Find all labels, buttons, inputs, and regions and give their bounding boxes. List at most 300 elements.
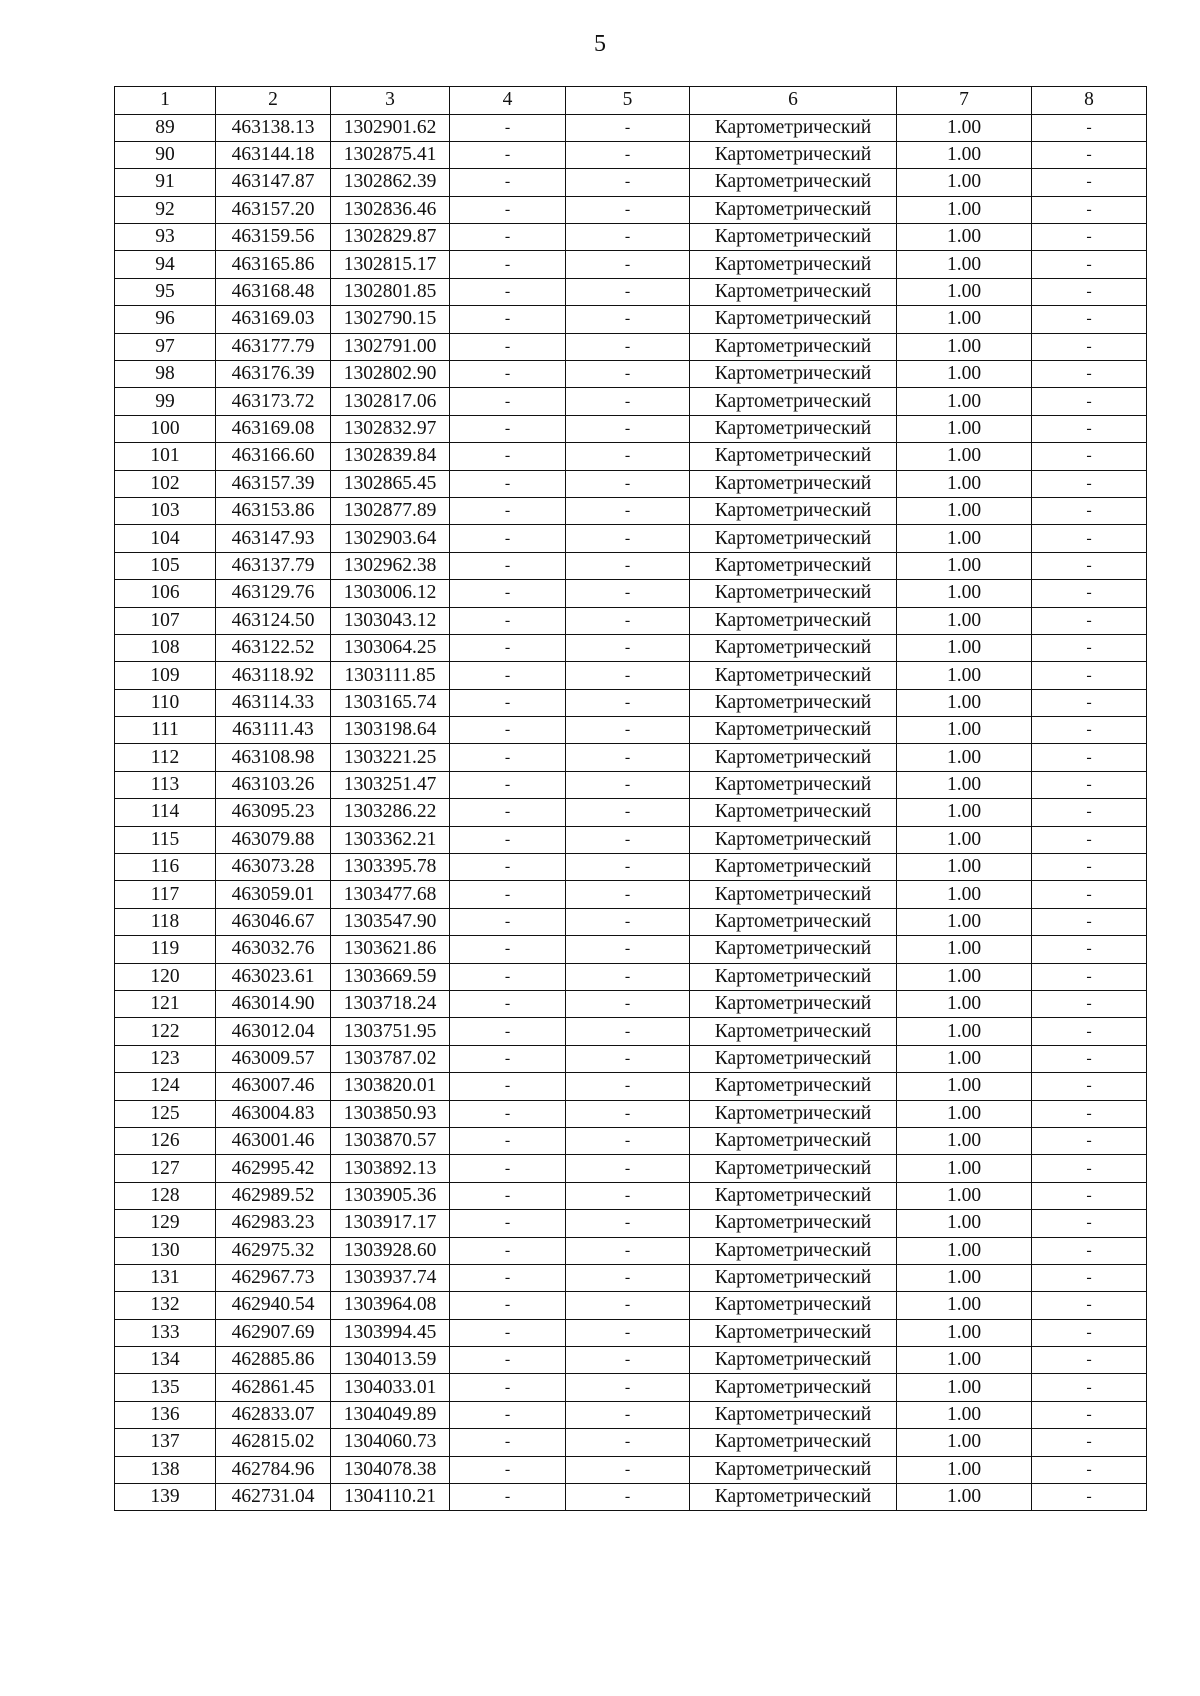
point-number-cell: 116 <box>115 854 216 881</box>
x-coordinate-cell: 463032.76 <box>216 936 331 963</box>
table-row <box>115 799 1147 826</box>
method-cell: Картометрический <box>690 634 897 661</box>
x-coordinate-cell: 463108.98 <box>216 744 331 771</box>
method-cell: Картометрический <box>690 881 897 908</box>
column-4-cell: - <box>450 196 566 223</box>
method-cell: Картометрический <box>690 1401 897 1428</box>
column-5-cell: - <box>566 1018 690 1045</box>
x-coordinate-cell: 463169.08 <box>216 415 331 442</box>
column-5-cell: - <box>566 1292 690 1319</box>
table-row <box>115 224 1147 251</box>
y-coordinate-cell: 1303870.57 <box>331 1127 450 1154</box>
method-cell: Картометрический <box>690 361 897 388</box>
column-8-cell: - <box>1032 1182 1147 1209</box>
table-row <box>115 1484 1147 1511</box>
column-5-cell: - <box>566 1100 690 1127</box>
accuracy-cell: 1.00 <box>897 580 1032 607</box>
column-8-cell: - <box>1032 908 1147 935</box>
column-4-cell: - <box>450 388 566 415</box>
column-5-cell: - <box>566 1319 690 1346</box>
accuracy-cell: 1.00 <box>897 963 1032 990</box>
column-5-cell: - <box>566 1045 690 1072</box>
point-number-cell: 92 <box>115 196 216 223</box>
point-number-cell: 133 <box>115 1319 216 1346</box>
column-5-cell: - <box>566 196 690 223</box>
x-coordinate-cell: 463165.86 <box>216 251 331 278</box>
column-4-cell: - <box>450 1210 566 1237</box>
point-number-cell: 90 <box>115 141 216 168</box>
y-coordinate-cell: 1303751.95 <box>331 1018 450 1045</box>
column-8-cell: - <box>1032 744 1147 771</box>
method-cell: Картометрический <box>690 717 897 744</box>
method-cell: Картометрический <box>690 689 897 716</box>
method-cell: Картометрический <box>690 1292 897 1319</box>
y-coordinate-cell: 1302875.41 <box>331 141 450 168</box>
accuracy-cell: 1.00 <box>897 1374 1032 1401</box>
column-5-cell: - <box>566 580 690 607</box>
x-coordinate-cell: 463147.93 <box>216 525 331 552</box>
x-coordinate-cell: 463157.20 <box>216 196 331 223</box>
column-4-cell: - <box>450 1073 566 1100</box>
accuracy-cell: 1.00 <box>897 196 1032 223</box>
accuracy-cell: 1.00 <box>897 415 1032 442</box>
table-row <box>115 1182 1147 1209</box>
column-4-cell: - <box>450 1045 566 1072</box>
table-row <box>115 1347 1147 1374</box>
column-4-cell: - <box>450 771 566 798</box>
table-row <box>115 141 1147 168</box>
column-8-cell: - <box>1032 1127 1147 1154</box>
table-row <box>115 1100 1147 1127</box>
column-8-cell: - <box>1032 799 1147 826</box>
column-4-cell: - <box>450 224 566 251</box>
column-5-cell: - <box>566 1155 690 1182</box>
point-number-cell: 100 <box>115 415 216 442</box>
column-4-cell: - <box>450 1401 566 1428</box>
header-cell: 1 <box>115 87 216 115</box>
x-coordinate-cell: 462885.86 <box>216 1347 331 1374</box>
method-cell: Картометрический <box>690 306 897 333</box>
point-number-cell: 123 <box>115 1045 216 1072</box>
column-4-cell: - <box>450 799 566 826</box>
table-row <box>115 908 1147 935</box>
y-coordinate-cell: 1302862.39 <box>331 169 450 196</box>
column-4-cell: - <box>450 333 566 360</box>
y-coordinate-cell: 1303850.93 <box>331 1100 450 1127</box>
accuracy-cell: 1.00 <box>897 1100 1032 1127</box>
column-4-cell: - <box>450 881 566 908</box>
point-number-cell: 122 <box>115 1018 216 1045</box>
accuracy-cell: 1.00 <box>897 771 1032 798</box>
y-coordinate-cell: 1303905.36 <box>331 1182 450 1209</box>
table-row <box>115 361 1147 388</box>
column-4-cell: - <box>450 936 566 963</box>
x-coordinate-cell: 463103.26 <box>216 771 331 798</box>
method-cell: Картометрический <box>690 1045 897 1072</box>
x-coordinate-cell: 463095.23 <box>216 799 331 826</box>
point-number-cell: 129 <box>115 1210 216 1237</box>
column-4-cell: - <box>450 1374 566 1401</box>
accuracy-cell: 1.00 <box>897 306 1032 333</box>
x-coordinate-cell: 463014.90 <box>216 991 331 1018</box>
table-row <box>115 1073 1147 1100</box>
column-5-cell: - <box>566 908 690 935</box>
x-coordinate-cell: 462861.45 <box>216 1374 331 1401</box>
table-row <box>115 771 1147 798</box>
point-number-cell: 117 <box>115 881 216 908</box>
y-coordinate-cell: 1302801.85 <box>331 278 450 305</box>
method-cell: Картометрический <box>690 908 897 935</box>
accuracy-cell: 1.00 <box>897 114 1032 141</box>
column-8-cell: - <box>1032 1045 1147 1072</box>
x-coordinate-cell: 463137.79 <box>216 552 331 579</box>
table-row <box>115 1237 1147 1264</box>
table-row <box>115 278 1147 305</box>
method-cell: Картометрический <box>690 169 897 196</box>
point-number-cell: 98 <box>115 361 216 388</box>
method-cell: Картометрический <box>690 963 897 990</box>
point-number-cell: 128 <box>115 1182 216 1209</box>
y-coordinate-cell: 1303669.59 <box>331 963 450 990</box>
y-coordinate-cell: 1304060.73 <box>331 1429 450 1456</box>
column-8-cell: - <box>1032 278 1147 305</box>
point-number-cell: 121 <box>115 991 216 1018</box>
y-coordinate-cell: 1302865.45 <box>331 470 450 497</box>
x-coordinate-cell: 463159.56 <box>216 224 331 251</box>
x-coordinate-cell: 463007.46 <box>216 1073 331 1100</box>
column-4-cell: - <box>450 689 566 716</box>
accuracy-cell: 1.00 <box>897 169 1032 196</box>
header-cell: 4 <box>450 87 566 115</box>
point-number-cell: 136 <box>115 1401 216 1428</box>
y-coordinate-cell: 1303928.60 <box>331 1237 450 1264</box>
x-coordinate-cell: 462815.02 <box>216 1429 331 1456</box>
y-coordinate-cell: 1303820.01 <box>331 1073 450 1100</box>
y-coordinate-cell: 1302836.46 <box>331 196 450 223</box>
column-4-cell: - <box>450 278 566 305</box>
accuracy-cell: 1.00 <box>897 854 1032 881</box>
column-5-cell: - <box>566 141 690 168</box>
column-5-cell: - <box>566 881 690 908</box>
column-8-cell: - <box>1032 1347 1147 1374</box>
table-row <box>115 1264 1147 1291</box>
column-8-cell: - <box>1032 854 1147 881</box>
table-row <box>115 1374 1147 1401</box>
x-coordinate-cell: 463177.79 <box>216 333 331 360</box>
table-row <box>115 251 1147 278</box>
x-coordinate-cell: 463079.88 <box>216 826 331 853</box>
page-number: 5 <box>594 31 606 57</box>
point-number-cell: 111 <box>115 717 216 744</box>
accuracy-cell: 1.00 <box>897 1429 1032 1456</box>
method-cell: Картометрический <box>690 415 897 442</box>
table-row <box>115 580 1147 607</box>
x-coordinate-cell: 462940.54 <box>216 1292 331 1319</box>
accuracy-cell: 1.00 <box>897 141 1032 168</box>
x-coordinate-cell: 463129.76 <box>216 580 331 607</box>
column-5-cell: - <box>566 662 690 689</box>
accuracy-cell: 1.00 <box>897 1045 1032 1072</box>
method-cell: Картометрический <box>690 1073 897 1100</box>
point-number-cell: 138 <box>115 1456 216 1483</box>
accuracy-cell: 1.00 <box>897 497 1032 524</box>
column-8-cell: - <box>1032 881 1147 908</box>
column-4-cell: - <box>450 1018 566 1045</box>
column-8-cell: - <box>1032 991 1147 1018</box>
point-number-cell: 99 <box>115 388 216 415</box>
column-5-cell: - <box>566 963 690 990</box>
column-4-cell: - <box>450 361 566 388</box>
table-row <box>115 1429 1147 1456</box>
y-coordinate-cell: 1303621.86 <box>331 936 450 963</box>
method-cell: Картометрический <box>690 388 897 415</box>
table-row <box>115 1155 1147 1182</box>
y-coordinate-cell: 1304110.21 <box>331 1484 450 1511</box>
column-8-cell: - <box>1032 1237 1147 1264</box>
column-4-cell: - <box>450 634 566 661</box>
point-number-cell: 89 <box>115 114 216 141</box>
x-coordinate-cell: 463001.46 <box>216 1127 331 1154</box>
column-8-cell: - <box>1032 443 1147 470</box>
column-4-cell: - <box>450 1127 566 1154</box>
column-5-cell: - <box>566 1237 690 1264</box>
column-5-cell: - <box>566 169 690 196</box>
table-row <box>115 991 1147 1018</box>
column-5-cell: - <box>566 1073 690 1100</box>
accuracy-cell: 1.00 <box>897 1319 1032 1346</box>
x-coordinate-cell: 463073.28 <box>216 854 331 881</box>
column-5-cell: - <box>566 525 690 552</box>
table-row <box>115 689 1147 716</box>
table-row <box>115 1018 1147 1045</box>
table-row <box>115 552 1147 579</box>
method-cell: Картометрический <box>690 1429 897 1456</box>
column-8-cell: - <box>1032 497 1147 524</box>
accuracy-cell: 1.00 <box>897 1018 1032 1045</box>
column-5-cell: - <box>566 634 690 661</box>
accuracy-cell: 1.00 <box>897 826 1032 853</box>
column-5-cell: - <box>566 826 690 853</box>
column-4-cell: - <box>450 525 566 552</box>
y-coordinate-cell: 1302790.15 <box>331 306 450 333</box>
y-coordinate-cell: 1302817.06 <box>331 388 450 415</box>
x-coordinate-cell: 462784.96 <box>216 1456 331 1483</box>
y-coordinate-cell: 1303251.47 <box>331 771 450 798</box>
point-number-cell: 115 <box>115 826 216 853</box>
y-coordinate-cell: 1303043.12 <box>331 607 450 634</box>
accuracy-cell: 1.00 <box>897 251 1032 278</box>
column-5-cell: - <box>566 1127 690 1154</box>
table-row <box>115 1292 1147 1319</box>
x-coordinate-cell: 463157.39 <box>216 470 331 497</box>
method-cell: Картометрический <box>690 196 897 223</box>
point-number-cell: 118 <box>115 908 216 935</box>
column-8-cell: - <box>1032 1319 1147 1346</box>
y-coordinate-cell: 1303395.78 <box>331 854 450 881</box>
table-row <box>115 826 1147 853</box>
x-coordinate-cell: 463169.03 <box>216 306 331 333</box>
column-8-cell: - <box>1032 1210 1147 1237</box>
x-coordinate-cell: 463114.33 <box>216 689 331 716</box>
table-row <box>115 196 1147 223</box>
method-cell: Картометрический <box>690 525 897 552</box>
point-number-cell: 114 <box>115 799 216 826</box>
column-4-cell: - <box>450 1100 566 1127</box>
column-5-cell: - <box>566 361 690 388</box>
table-header-row <box>115 87 1147 115</box>
table-row <box>115 881 1147 908</box>
column-5-cell: - <box>566 689 690 716</box>
y-coordinate-cell: 1303994.45 <box>331 1319 450 1346</box>
x-coordinate-cell: 462995.42 <box>216 1155 331 1182</box>
column-5-cell: - <box>566 854 690 881</box>
point-number-cell: 104 <box>115 525 216 552</box>
column-8-cell: - <box>1032 470 1147 497</box>
column-8-cell: - <box>1032 361 1147 388</box>
x-coordinate-cell: 463023.61 <box>216 963 331 990</box>
point-number-cell: 91 <box>115 169 216 196</box>
column-5-cell: - <box>566 224 690 251</box>
accuracy-cell: 1.00 <box>897 552 1032 579</box>
point-number-cell: 93 <box>115 224 216 251</box>
column-5-cell: - <box>566 415 690 442</box>
x-coordinate-cell: 463004.83 <box>216 1100 331 1127</box>
y-coordinate-cell: 1304078.38 <box>331 1456 450 1483</box>
y-coordinate-cell: 1302815.17 <box>331 251 450 278</box>
column-4-cell: - <box>450 662 566 689</box>
y-coordinate-cell: 1302903.64 <box>331 525 450 552</box>
accuracy-cell: 1.00 <box>897 717 1032 744</box>
y-coordinate-cell: 1302962.38 <box>331 552 450 579</box>
y-coordinate-cell: 1303064.25 <box>331 634 450 661</box>
table-row <box>115 1319 1147 1346</box>
column-8-cell: - <box>1032 1374 1147 1401</box>
method-cell: Картометрический <box>690 552 897 579</box>
y-coordinate-cell: 1304049.89 <box>331 1401 450 1428</box>
y-coordinate-cell: 1304013.59 <box>331 1347 450 1374</box>
point-number-cell: 119 <box>115 936 216 963</box>
y-coordinate-cell: 1303198.64 <box>331 717 450 744</box>
table-row <box>115 333 1147 360</box>
x-coordinate-cell: 462833.07 <box>216 1401 331 1428</box>
x-coordinate-cell: 463173.72 <box>216 388 331 415</box>
method-cell: Картометрический <box>690 1374 897 1401</box>
column-4-cell: - <box>450 169 566 196</box>
table-row <box>115 1401 1147 1428</box>
method-cell: Картометрический <box>690 1210 897 1237</box>
column-5-cell: - <box>566 470 690 497</box>
point-number-cell: 107 <box>115 607 216 634</box>
accuracy-cell: 1.00 <box>897 1155 1032 1182</box>
accuracy-cell: 1.00 <box>897 470 1032 497</box>
point-number-cell: 109 <box>115 662 216 689</box>
table-row <box>115 415 1147 442</box>
point-number-cell: 108 <box>115 634 216 661</box>
column-4-cell: - <box>450 854 566 881</box>
column-8-cell: - <box>1032 662 1147 689</box>
point-number-cell: 132 <box>115 1292 216 1319</box>
x-coordinate-cell: 463046.67 <box>216 908 331 935</box>
column-5-cell: - <box>566 744 690 771</box>
point-number-cell: 134 <box>115 1347 216 1374</box>
column-8-cell: - <box>1032 552 1147 579</box>
column-8-cell: - <box>1032 1100 1147 1127</box>
method-cell: Картометрический <box>690 854 897 881</box>
column-4-cell: - <box>450 908 566 935</box>
x-coordinate-cell: 463012.04 <box>216 1018 331 1045</box>
column-8-cell: - <box>1032 689 1147 716</box>
x-coordinate-cell: 463166.60 <box>216 443 331 470</box>
x-coordinate-cell: 463138.13 <box>216 114 331 141</box>
accuracy-cell: 1.00 <box>897 689 1032 716</box>
accuracy-cell: 1.00 <box>897 443 1032 470</box>
method-cell: Картометрический <box>690 744 897 771</box>
column-5-cell: - <box>566 1484 690 1511</box>
point-number-cell: 112 <box>115 744 216 771</box>
column-5-cell: - <box>566 278 690 305</box>
accuracy-cell: 1.00 <box>897 1237 1032 1264</box>
header-cell: 2 <box>216 87 331 115</box>
x-coordinate-cell: 462975.32 <box>216 1237 331 1264</box>
accuracy-cell: 1.00 <box>897 799 1032 826</box>
point-number-cell: 105 <box>115 552 216 579</box>
column-4-cell: - <box>450 1155 566 1182</box>
column-5-cell: - <box>566 388 690 415</box>
accuracy-cell: 1.00 <box>897 1127 1032 1154</box>
column-8-cell: - <box>1032 1484 1147 1511</box>
table-row <box>115 1045 1147 1072</box>
x-coordinate-cell: 462967.73 <box>216 1264 331 1291</box>
column-4-cell: - <box>450 744 566 771</box>
method-cell: Картометрический <box>690 580 897 607</box>
column-4-cell: - <box>450 1319 566 1346</box>
y-coordinate-cell: 1302901.62 <box>331 114 450 141</box>
table-row <box>115 717 1147 744</box>
column-5-cell: - <box>566 717 690 744</box>
column-5-cell: - <box>566 799 690 826</box>
column-4-cell: - <box>450 717 566 744</box>
point-number-cell: 102 <box>115 470 216 497</box>
y-coordinate-cell: 1302791.00 <box>331 333 450 360</box>
column-4-cell: - <box>450 1456 566 1483</box>
column-4-cell: - <box>450 1182 566 1209</box>
y-coordinate-cell: 1303111.85 <box>331 662 450 689</box>
column-8-cell: - <box>1032 717 1147 744</box>
column-8-cell: - <box>1032 114 1147 141</box>
point-number-cell: 120 <box>115 963 216 990</box>
accuracy-cell: 1.00 <box>897 1347 1032 1374</box>
column-8-cell: - <box>1032 525 1147 552</box>
accuracy-cell: 1.00 <box>897 634 1032 661</box>
y-coordinate-cell: 1303787.02 <box>331 1045 450 1072</box>
column-8-cell: - <box>1032 141 1147 168</box>
accuracy-cell: 1.00 <box>897 1292 1032 1319</box>
header-cell: 6 <box>690 87 897 115</box>
y-coordinate-cell: 1302802.90 <box>331 361 450 388</box>
column-8-cell: - <box>1032 224 1147 251</box>
header-cell: 3 <box>331 87 450 115</box>
x-coordinate-cell: 462989.52 <box>216 1182 331 1209</box>
point-number-cell: 96 <box>115 306 216 333</box>
y-coordinate-cell: 1304033.01 <box>331 1374 450 1401</box>
point-number-cell: 131 <box>115 1264 216 1291</box>
x-coordinate-cell: 463059.01 <box>216 881 331 908</box>
point-number-cell: 130 <box>115 1237 216 1264</box>
column-5-cell: - <box>566 443 690 470</box>
column-5-cell: - <box>566 936 690 963</box>
point-number-cell: 103 <box>115 497 216 524</box>
point-number-cell: 135 <box>115 1374 216 1401</box>
